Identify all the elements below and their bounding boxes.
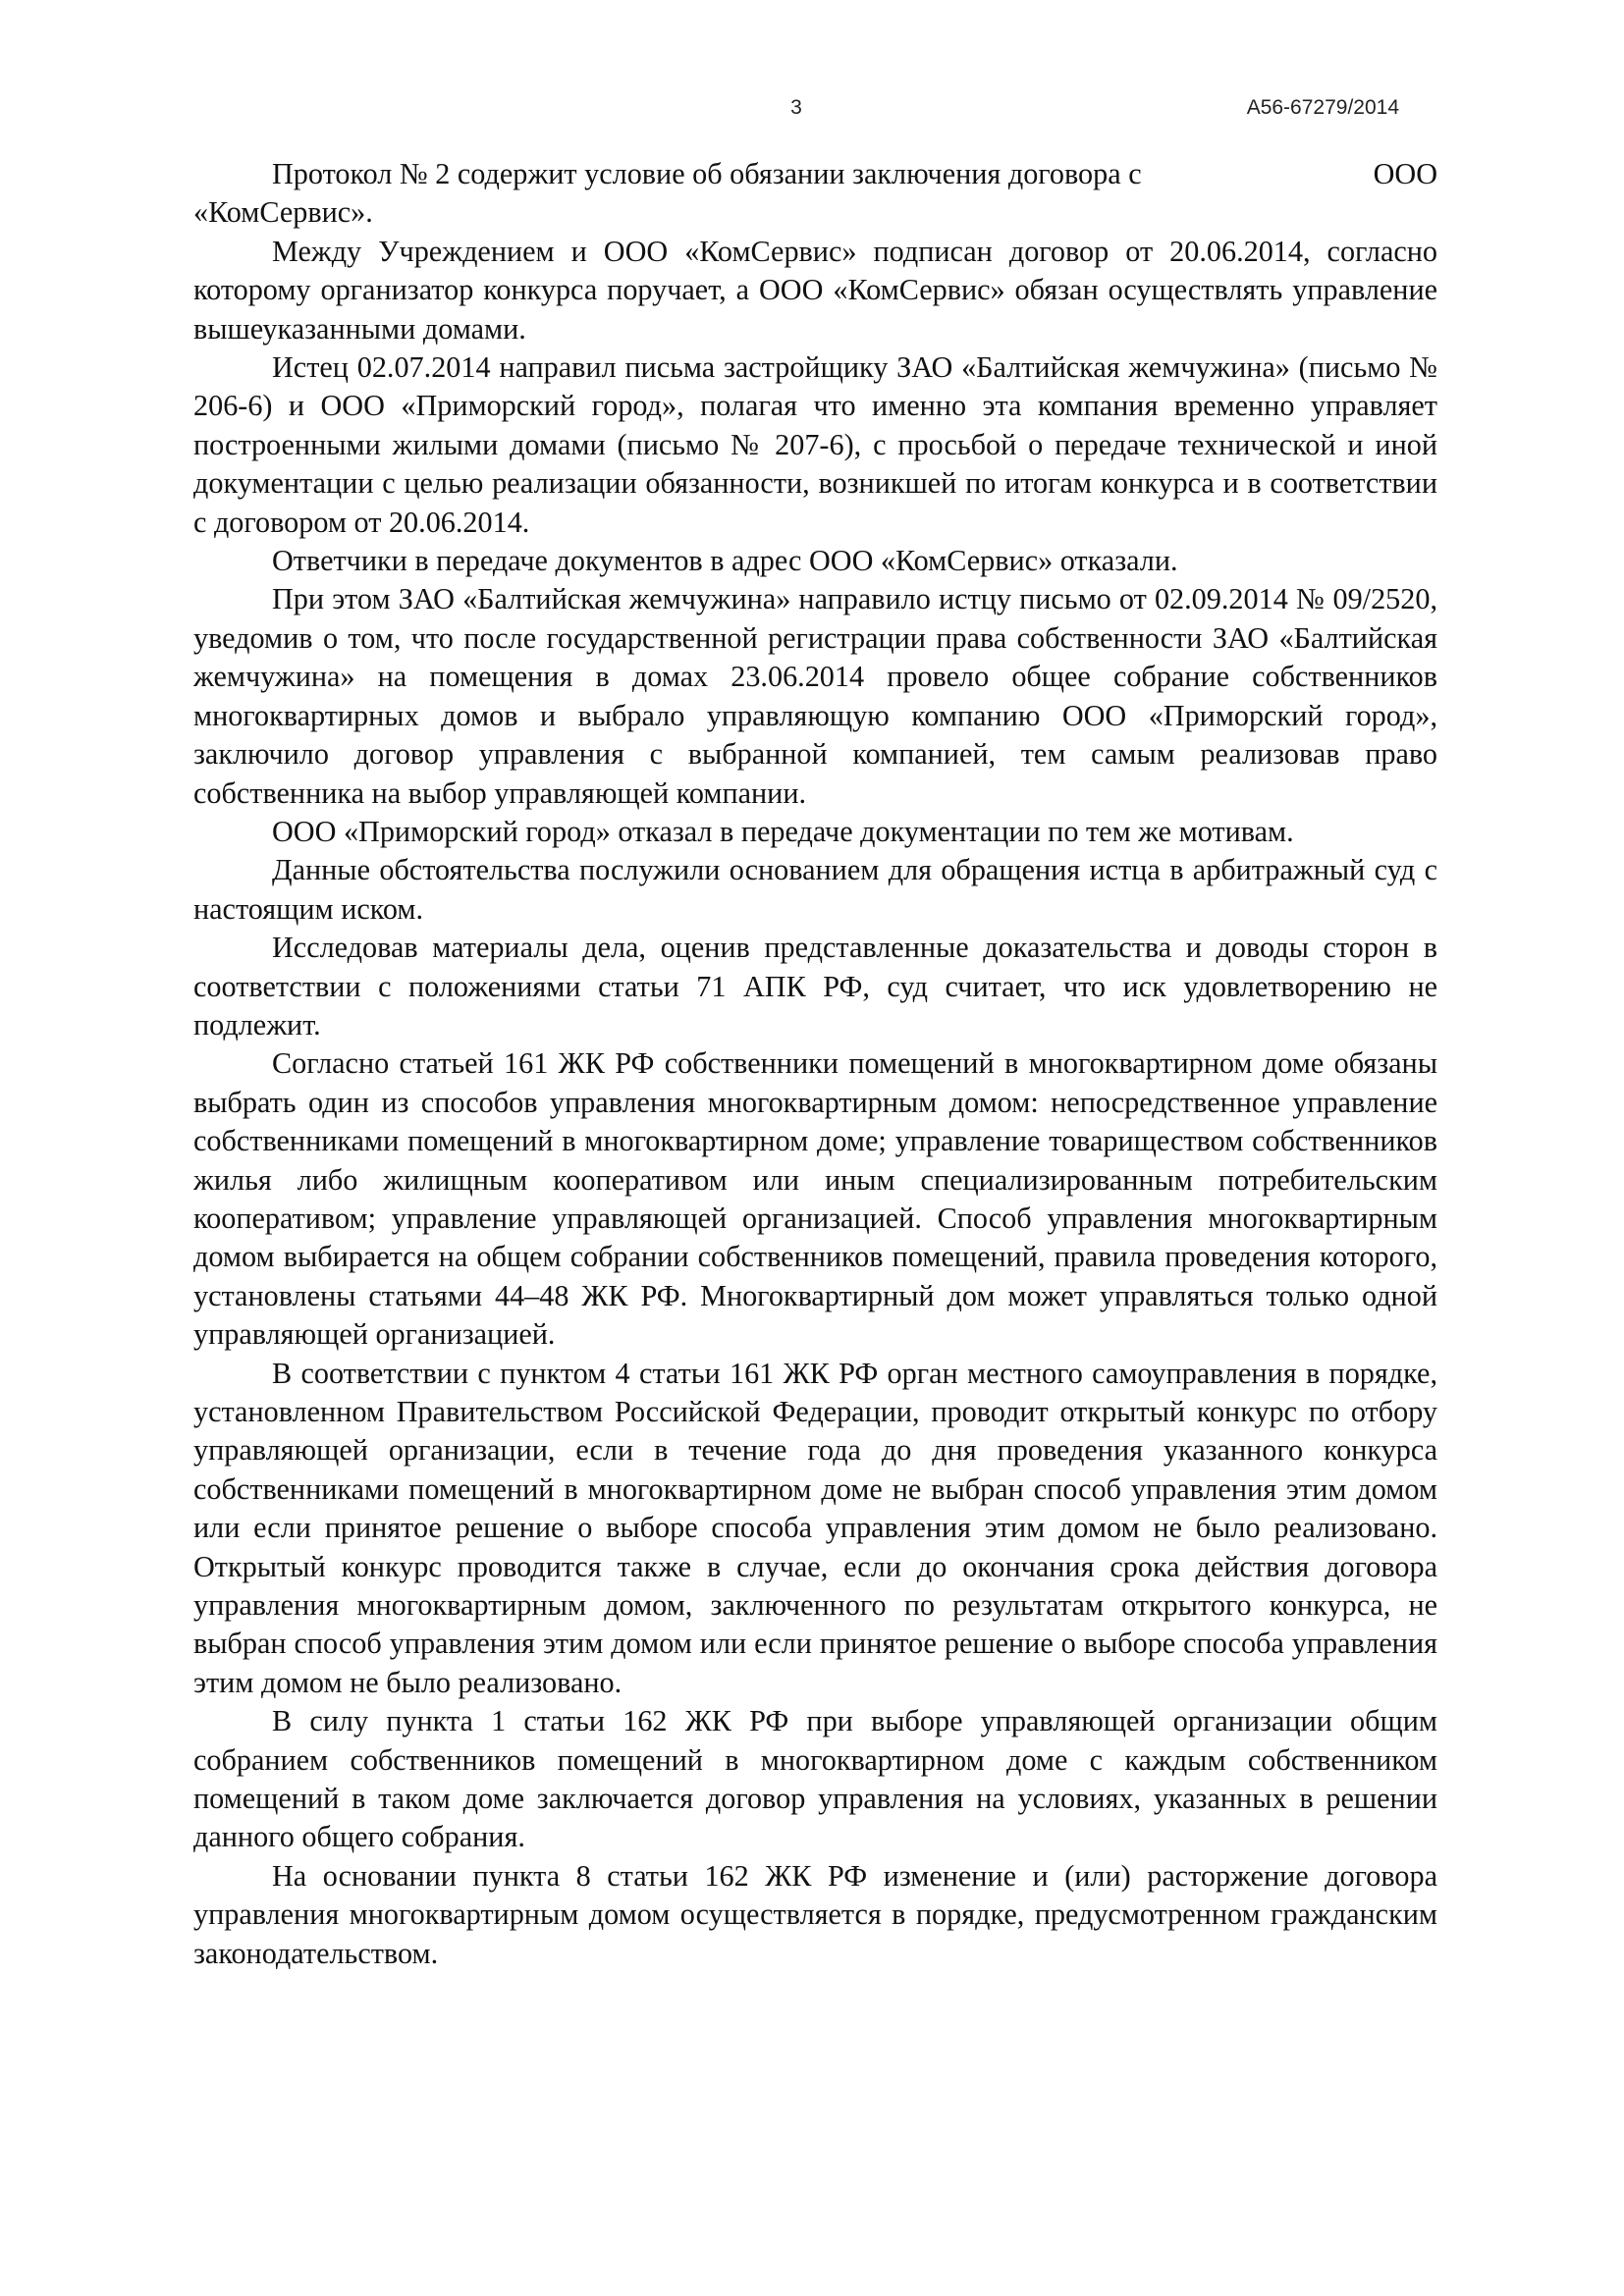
paragraph: При этом ЗАО «Балтийская жемчужина» направило истцу письмо от 02.09.2014 № 09/2520, уведомив о том, что после государственной регистрации права собственности ЗАО «Балтийская жемчужина» на помещения в домах 23.06.2014 провело общее собрание собственников многоквартирных домов и выбрало управляющую компанию ООО «Приморский город», заключило договор управления с выбранной компанией, тем самым реализовав право собственника на выбор управляющей компании. [193, 582, 1437, 810]
paragraph-1-line-2: «КомСервис». [193, 195, 373, 230]
page-number: 3 [790, 96, 802, 119]
paragraph: В соответствии с пунктом 4 статьи 161 ЖК РФ орган местного самоуправления в порядке, установленном Правительством Российской Федерации, проводит открытый конкурс по отбору управляющей организации, если в течение года до дня проведения указанного конкурса собственниками помещений в многоквартирном доме не выбран способ управления этим домом или если принятое решение о выборе способа управления этим домом не было реализовано. Открытый конкурс проводится также в случае, если до окончания срока действия договора управления многоквартирным домом, заключенного по результатам открытого конкурса, не выбран способ управления этим домом или если принятое решение о выборе способа управления этим домом не было реализовано. [193, 1356, 1437, 1699]
page-header [193, 96, 1399, 126]
paragraph: Данные обстоятельства послужили основанием для обращения истца в арбитражный суд с настоящим иском. [193, 853, 1437, 926]
document-body [193, 155, 1437, 1973]
case-number: А56-67279/2014 [1246, 96, 1399, 119]
paragraph: Между Учреждением и ООО «КомСервис» подписан договор от 20.06.2014, согласно которому организатор конкурса поручает, а ООО «КомСервис» обязан осуществлять управление вышеуказанными домами. [193, 234, 1437, 346]
paragraph: Согласно статьей 161 ЖК РФ собственники помещений в многоквартирном доме обязаны выбрать один из способов управления многоквартирным домом: непосредственное управление собственниками помещений в многоквартирном доме; управление товариществом собственников жилья либо жилищным кооперативом или иным специализированным потребительским кооперативом; управление управляющей организацией. Способ управления многоквартирным домом выбирается на общем собрании собственников помещений, правила проведения которого, установлены статьями 44–48 ЖК РФ. Многоквартирный дом может управляться только одной управляющей организацией. [193, 1046, 1437, 1352]
paragraph: На основании пункта 8 статьи 162 ЖК РФ изменение и (или) расторжение договора управления многоквартирным домом осуществляется в порядке, предусмотренном гражданским законодательством. [193, 1858, 1437, 1970]
paragraph: Исследовав материалы дела, оценив представленные доказательства и доводы сторон в соответствии с положениями статьи 71 АПК РФ, суд считает, что иск удовлетворению не подлежит. [193, 931, 1437, 1041]
paragraph: ООО «Приморский город» отказал в передаче документации по тем же мотивам. [272, 814, 1294, 848]
paragraph: Ответчики в передаче документов в адрес ООО «КомСервис» отказали. [272, 544, 1178, 578]
paragraph-1-text: Протокол № 2 содержит условие об обязании заключения договора с [272, 157, 1142, 190]
paragraph: В силу пункта 1 статьи 162 ЖК РФ при выборе управляющей организации общим собранием собственников помещений в многоквартирном доме с каждым собственником помещений в таком доме заключается договор управления на условиях, указанных в решении данного общего собрания. [193, 1704, 1437, 1854]
paragraph-1-company: ООО [1373, 157, 1437, 190]
paragraph: Истец 02.07.2014 направил письма застройщику ЗАО «Балтийская жемчужина» (письмо № 206-6) и ООО «Приморский город», полагая что именно эта компания временно управляет построенными жилыми домами (письмо № 207-6), с просьбой о передаче технической и иной документации с целью реализации обязанности, возникшей по итогам конкурса и в соответствии с договором от 20.06.2014. [193, 350, 1437, 539]
paragraph-1-line-1 [193, 155, 1437, 193]
